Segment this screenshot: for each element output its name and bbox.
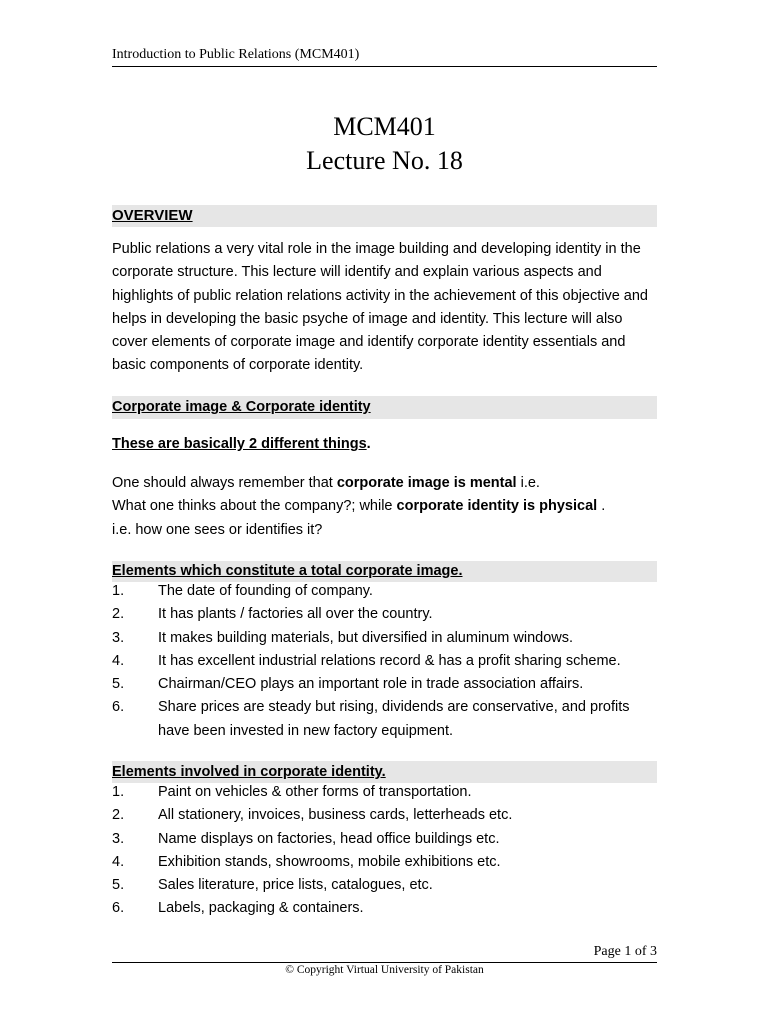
list-item <box>112 897 657 920</box>
explanation-line-2 <box>112 495 657 518</box>
list-item <box>112 603 657 626</box>
list-item-number: 6. <box>112 699 125 716</box>
overview-paragraph: Public relations a very vital role in the image building and developing identity in the corporate structure. This lecture will identify and explain various aspects and highlights of public relation relations activity in the achievement of this objective and helps in developing the basic psyche of image and identity. This lecture will also cover elements of corporate image and identify corporate identity essentials and basic components of corporate identity. <box>112 241 648 374</box>
lecture-number-title: Lecture No. 18 <box>306 146 463 175</box>
list-item-number: 3. <box>112 830 125 847</box>
corporate-subheading-period: . <box>366 436 371 452</box>
list-item-number: 5. <box>112 676 125 693</box>
list-item-number: 2. <box>112 807 125 824</box>
document-page <box>112 0 657 1024</box>
copyright-notice: © Copyright Virtual University of Pakistan <box>285 964 484 976</box>
list-item-text: All stationery, invoices, business cards, letterheads etc. <box>158 807 513 824</box>
list-item-number: 6. <box>112 900 125 917</box>
corporate-explanation <box>112 472 657 542</box>
list-item <box>112 650 657 673</box>
list-item-text: It makes building materials, but diversified in aluminum windows. <box>158 629 574 646</box>
list-item <box>112 851 657 874</box>
corporate-subheading <box>112 433 657 456</box>
corporate-section-heading-text: Corporate image & Corporate identity <box>112 399 371 415</box>
list-item-text: Sales literature, price lists, catalogues, etc. <box>158 877 433 894</box>
list-item-text: It has plants / factories all over the country. <box>158 606 433 623</box>
corporate-section-heading <box>112 396 657 419</box>
line1-post: i.e. <box>516 475 540 491</box>
course-code-title: MCM401 <box>333 112 436 141</box>
list-item-number: 2. <box>112 606 125 623</box>
overview-heading <box>112 205 657 227</box>
explanation-line-3: i.e. how one sees or identifies it? <box>112 521 323 538</box>
list-item-number: 4. <box>112 853 125 870</box>
page-number: Page 1 of 3 <box>593 944 657 959</box>
list-item <box>112 696 657 743</box>
list-item <box>112 804 657 827</box>
explanation-line-1 <box>112 472 657 495</box>
list-item-number: 3. <box>112 629 125 646</box>
running-header: Introduction to Public Relations (MCM401) <box>112 47 360 62</box>
image-elements-list <box>112 580 657 743</box>
list-item-text: Exhibition stands, showrooms, mobile exhibitions etc. <box>158 853 501 870</box>
list-item-text: Labels, packaging & containers. <box>158 900 364 917</box>
list-item-text: The date of founding of company. <box>158 583 373 599</box>
line2-post: . <box>597 498 606 515</box>
list-item <box>112 627 657 650</box>
corporate-subheading-text: These are basically 2 different things <box>112 436 367 452</box>
list-item-number: 4. <box>112 652 125 669</box>
list-item-text: Chairman/CEO plays an important role in trade association affairs. <box>158 676 584 693</box>
line1-bold: corporate image is mental <box>336 475 517 491</box>
list-item <box>112 874 657 897</box>
list-item <box>112 580 657 603</box>
identity-elements-heading-text: Elements involved in corporate identity. <box>112 764 386 780</box>
line1-pre: One should always remember that <box>112 475 337 491</box>
list-item-text: Name displays on factories, head office buildings etc. <box>158 830 500 847</box>
list-item-number: 1. <box>112 583 125 599</box>
list-item-text: Share prices are steady but rising, dividends are conservative, and profits have been invested in new factory equipment. <box>158 699 630 739</box>
list-item-number: 5. <box>112 877 125 894</box>
list-item <box>112 673 657 696</box>
header-rule <box>112 66 657 67</box>
list-item <box>112 828 657 851</box>
line2-pre: What one thinks about the company?; while <box>112 498 397 515</box>
image-elements-heading-text: Elements which constitute a total corporate image. <box>112 563 463 579</box>
overview-heading-text: OVERVIEW <box>112 207 193 224</box>
list-item-text: Paint on vehicles & other forms of transportation. <box>158 784 472 800</box>
line2-bold: corporate identity is physical <box>396 498 598 515</box>
list-item-number: 1. <box>112 784 125 800</box>
image-elements-heading <box>112 561 657 582</box>
list-item-text: It has excellent industrial relations record & has a profit sharing scheme. <box>158 652 621 669</box>
identity-elements-heading <box>112 761 657 783</box>
list-item <box>112 781 657 804</box>
identity-elements-list <box>112 781 657 921</box>
